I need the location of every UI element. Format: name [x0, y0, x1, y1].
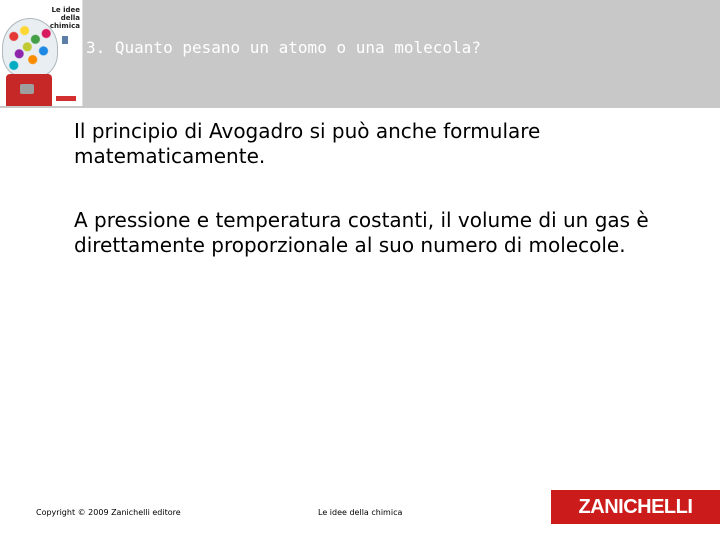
cover-publisher-logo [56, 96, 76, 101]
body-paragraph-2: A pressione e temperatura costanti, il volume di un gas è direttamente proporzionale al suo numero di molecole. [74, 208, 649, 257]
footer-book-title: Le idee della chimica [318, 508, 403, 517]
cover-title-line2: della [60, 14, 80, 22]
body-paragraph-1: Il principio di Avogadro si può anche formulare matematicamente. [74, 119, 541, 168]
slide-title: 3. Quanto pesano un atomo o una molecola? [86, 38, 481, 57]
book-cover-image [0, 0, 83, 106]
cover-title-line1: Le idee [51, 6, 80, 14]
cover-publisher-mark [62, 36, 68, 44]
zanichelli-logo: ZANICHELLI [551, 490, 720, 524]
footer-copyright: Copyright © 2009 Zanichelli editore [36, 508, 181, 517]
gumball-machine-dome [2, 18, 58, 78]
gumball-machine-slot [20, 84, 34, 94]
cover-title-line3: chimica [49, 22, 80, 30]
